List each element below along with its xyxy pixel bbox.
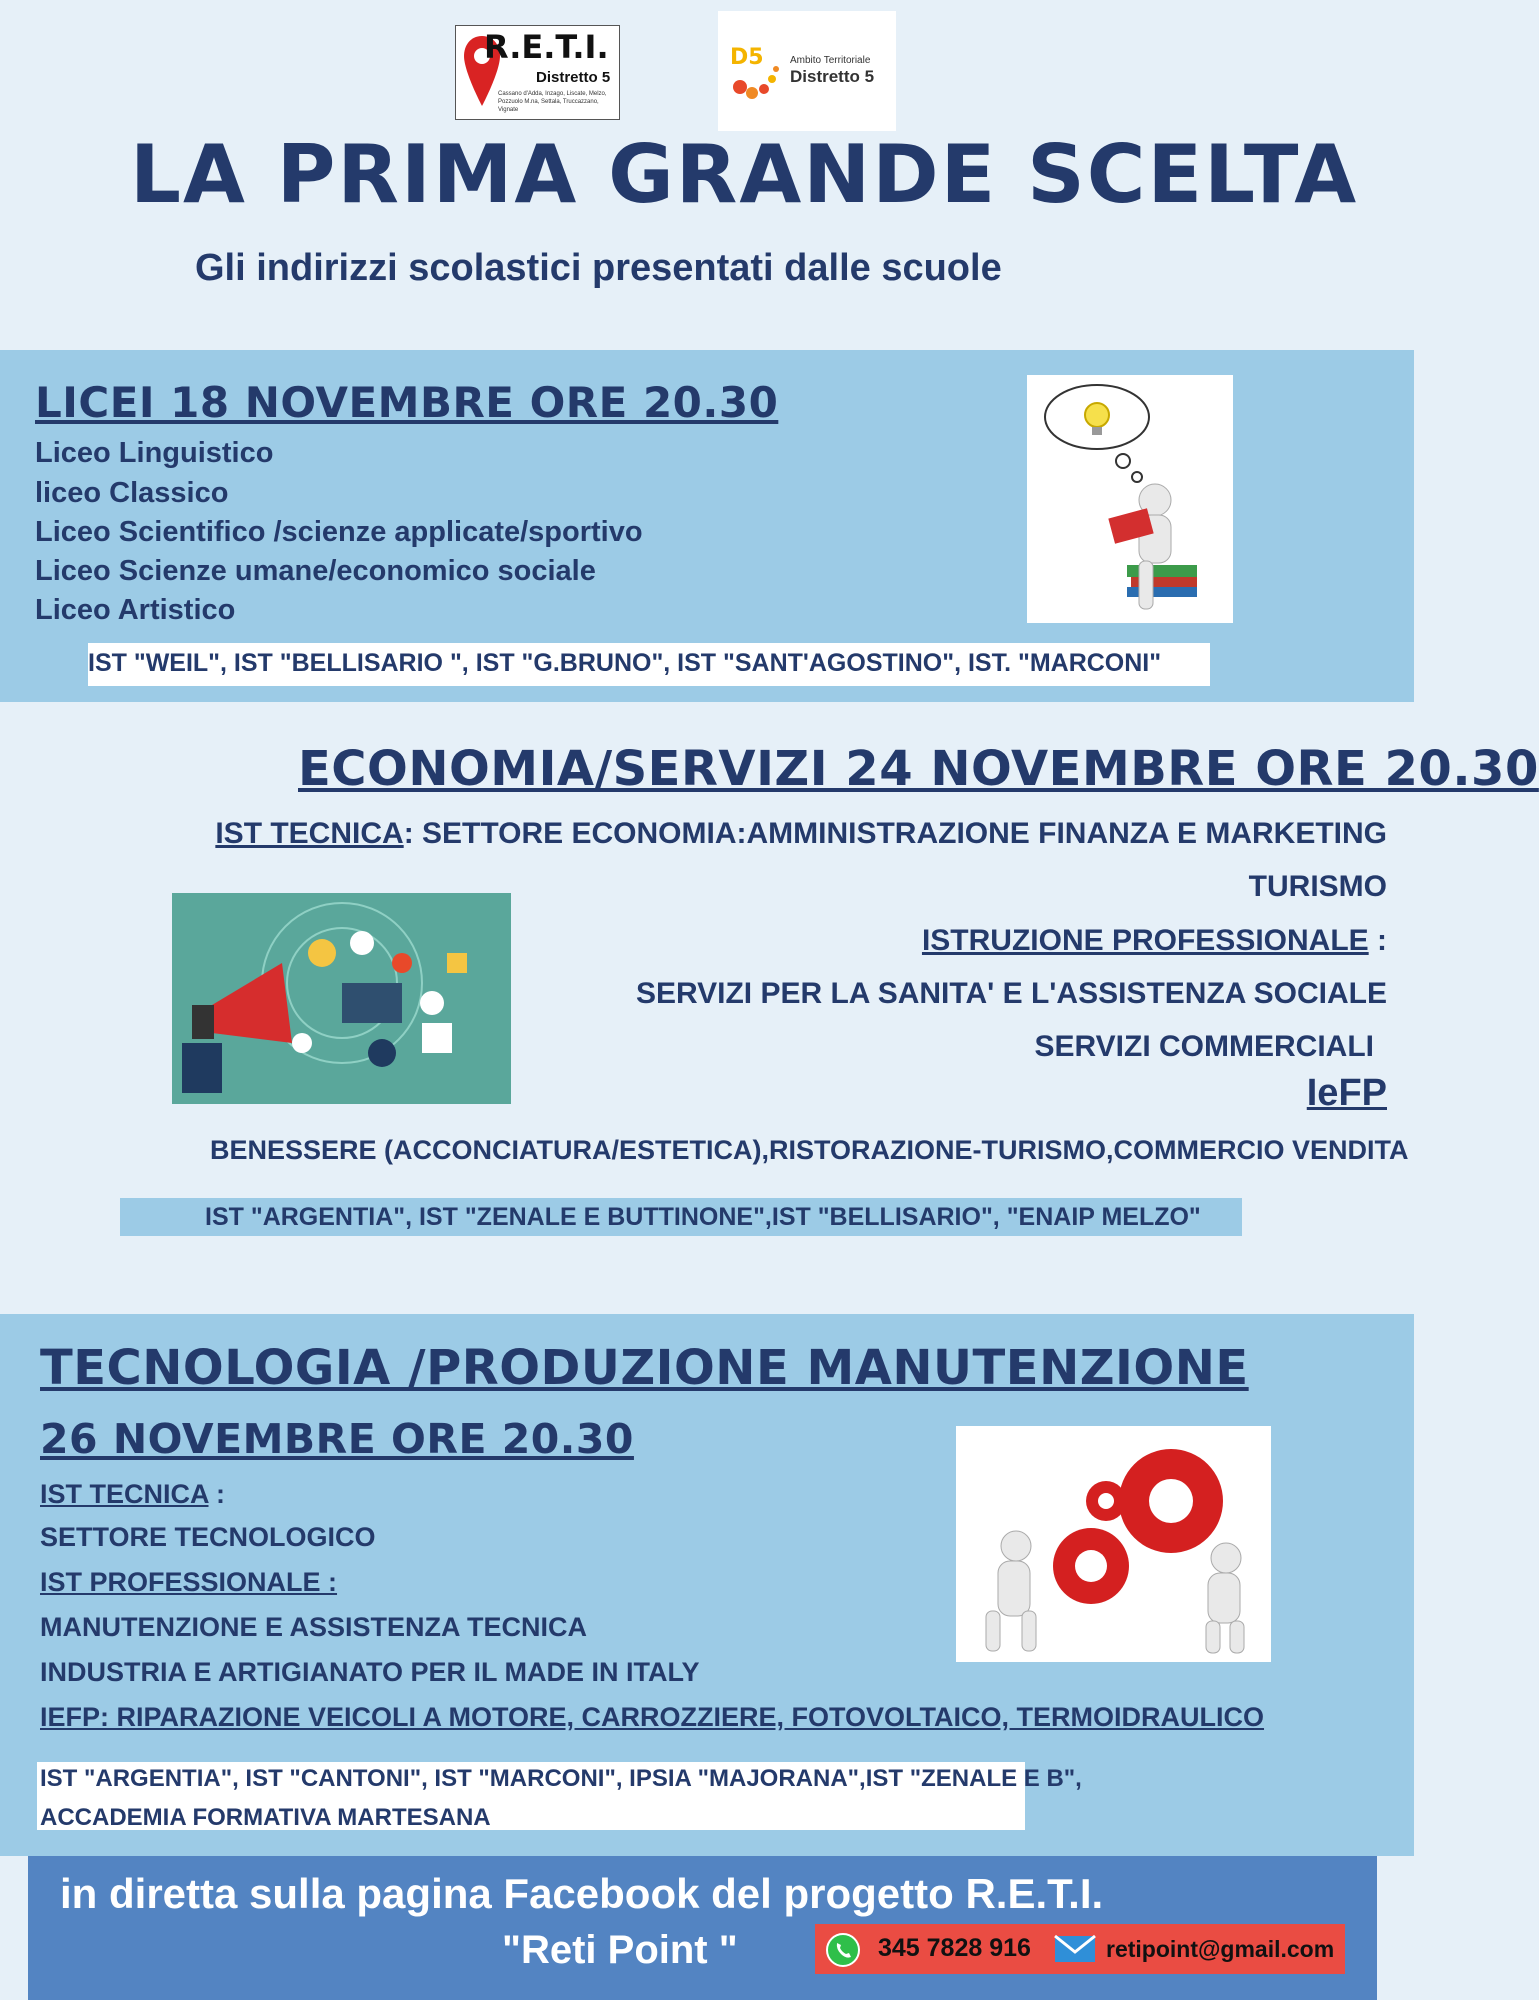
tecnologia-tecnica-line xyxy=(40,1479,225,1510)
d5-logo xyxy=(718,11,896,131)
tec-ist-tecnica-colon: : xyxy=(208,1479,225,1509)
reti-logo xyxy=(455,25,620,120)
tecnologia-date: 26 NOVEMBRE ORE 20.30 xyxy=(40,1415,634,1463)
economia-tecnica-line xyxy=(215,817,1387,851)
tecnologia-industria: INDUSTRIA E ARTIGIANATO PER IL MADE IN ITALY xyxy=(40,1657,700,1687)
licei-heading: LICEI 18 NOVEMBRE ORE 20.30 xyxy=(35,378,779,427)
economia-benessere: BENESSERE (ACCONCIATURA/ESTETICA),RISTORAZIONE-TURISMO,COMMERCIO VENDITA xyxy=(210,1135,1409,1165)
economia-iefp: IeFP xyxy=(1306,1072,1387,1114)
tecnologia-image xyxy=(956,1426,1271,1662)
page-subtitle: Gli indirizzi scolastici presentati dalle scuole xyxy=(195,247,1002,289)
contact-email[interactable]: retipoint@gmail.com xyxy=(1106,1936,1335,1962)
licei-item: Liceo Linguistico xyxy=(35,437,274,469)
licei-item: liceo Classico xyxy=(35,477,229,509)
economia-heading: ECONOMIA/SERVIZI 24 NOVEMBRE ORE 20.30 xyxy=(298,741,1539,797)
tec-ist-tecnica-label: IST TECNICA xyxy=(40,1479,209,1509)
whatsapp-icon[interactable] xyxy=(824,1931,862,1969)
tecnologia-settore: SETTORE TECNOLOGICO xyxy=(40,1522,376,1552)
tecnologia-professionale: IST PROFESSIONALE : xyxy=(40,1567,338,1597)
d5-badge: D5 xyxy=(730,45,764,70)
thinking-reader-icon xyxy=(1027,375,1233,623)
licei-item: Liceo Scientifico /scienze applicate/sportivo xyxy=(35,516,643,548)
tecnologia-manutenzione: MANUTENZIONE E ASSISTENZA TECNICA xyxy=(40,1612,588,1642)
tecnologia-iefp: IEFP: RIPARAZIONE VEICOLI A MOTORE, CARROZZIERE, FOTOVOLTAICO, TERMOIDRAULICO xyxy=(40,1702,1265,1732)
footer-line2: "Reti Point " xyxy=(502,1928,738,1972)
economia-image xyxy=(172,893,511,1104)
ist-tecnica-text: : SETTORE ECONOMIA:AMMINISTRAZIONE FINANZA E MARKETING xyxy=(403,817,1387,850)
licei-schools: IST "WEIL", IST "BELLISARIO ", IST "G.BRUNO", IST "SANT'AGOSTINO", IST. "MARCONI" xyxy=(88,649,1162,677)
megaphone-icon xyxy=(172,893,511,1104)
tecnologia-schools-1: IST "ARGENTIA", IST "CANTONI", IST "MARCONI", IPSIA "MAJORANA",IST "ZENALE E B", xyxy=(40,1765,1082,1792)
economia-turismo: TURISMO xyxy=(1248,870,1387,903)
tecnologia-heading: TECNOLOGIA /PRODUZIONE MANUTENZIONE xyxy=(40,1340,1249,1396)
economia-professionale-line xyxy=(922,924,1387,958)
reti-logo-caption: Cassano d'Adda, Inzago, Liscate, Melzo, Pozzuolo M.na, Settala, Truccazzano, Vignate xyxy=(498,91,607,113)
reti-logo-main: R.E.T.I. xyxy=(484,28,609,66)
page-title: LA PRIMA GRANDE SCELTA xyxy=(130,128,1359,221)
d5-line2: Distretto 5 xyxy=(790,67,875,86)
economia-schools: IST "ARGENTIA", IST "ZENALE E BUTTINONE",IST "BELLISARIO", "ENAIP MELZO" xyxy=(205,1203,1201,1231)
istruzione-professionale-label: ISTRUZIONE PROFESSIONALE xyxy=(921,924,1369,957)
contact-phone[interactable]: 345 7828 916 xyxy=(878,1934,1031,1962)
licei-item: Liceo Artistico xyxy=(35,594,236,626)
ist-tecnica-label: IST TECNICA xyxy=(215,817,404,850)
istruzione-professionale-colon: : xyxy=(1368,924,1387,957)
footer-line1: in diretta sulla pagina Facebook del progetto R.E.T.I. xyxy=(60,1870,1104,1917)
economia-commerciali: SERVIZI COMMERCIALI xyxy=(1034,1030,1374,1063)
tecnologia-schools-2: ACCADEMIA FORMATIVA MARTESANA xyxy=(40,1804,491,1831)
reti-logo-sub: Distretto 5 xyxy=(536,69,611,86)
licei-image xyxy=(1027,375,1233,623)
licei-item: Liceo Scienze umane/economico sociale xyxy=(35,555,596,587)
gears-icon xyxy=(956,1426,1271,1662)
d5-line1: Ambito Territoriale xyxy=(790,55,871,66)
economia-sanita: SERVIZI PER LA SANITA' E L'ASSISTENZA SOCIALE xyxy=(635,977,1387,1010)
mail-icon[interactable] xyxy=(1053,1933,1097,1965)
